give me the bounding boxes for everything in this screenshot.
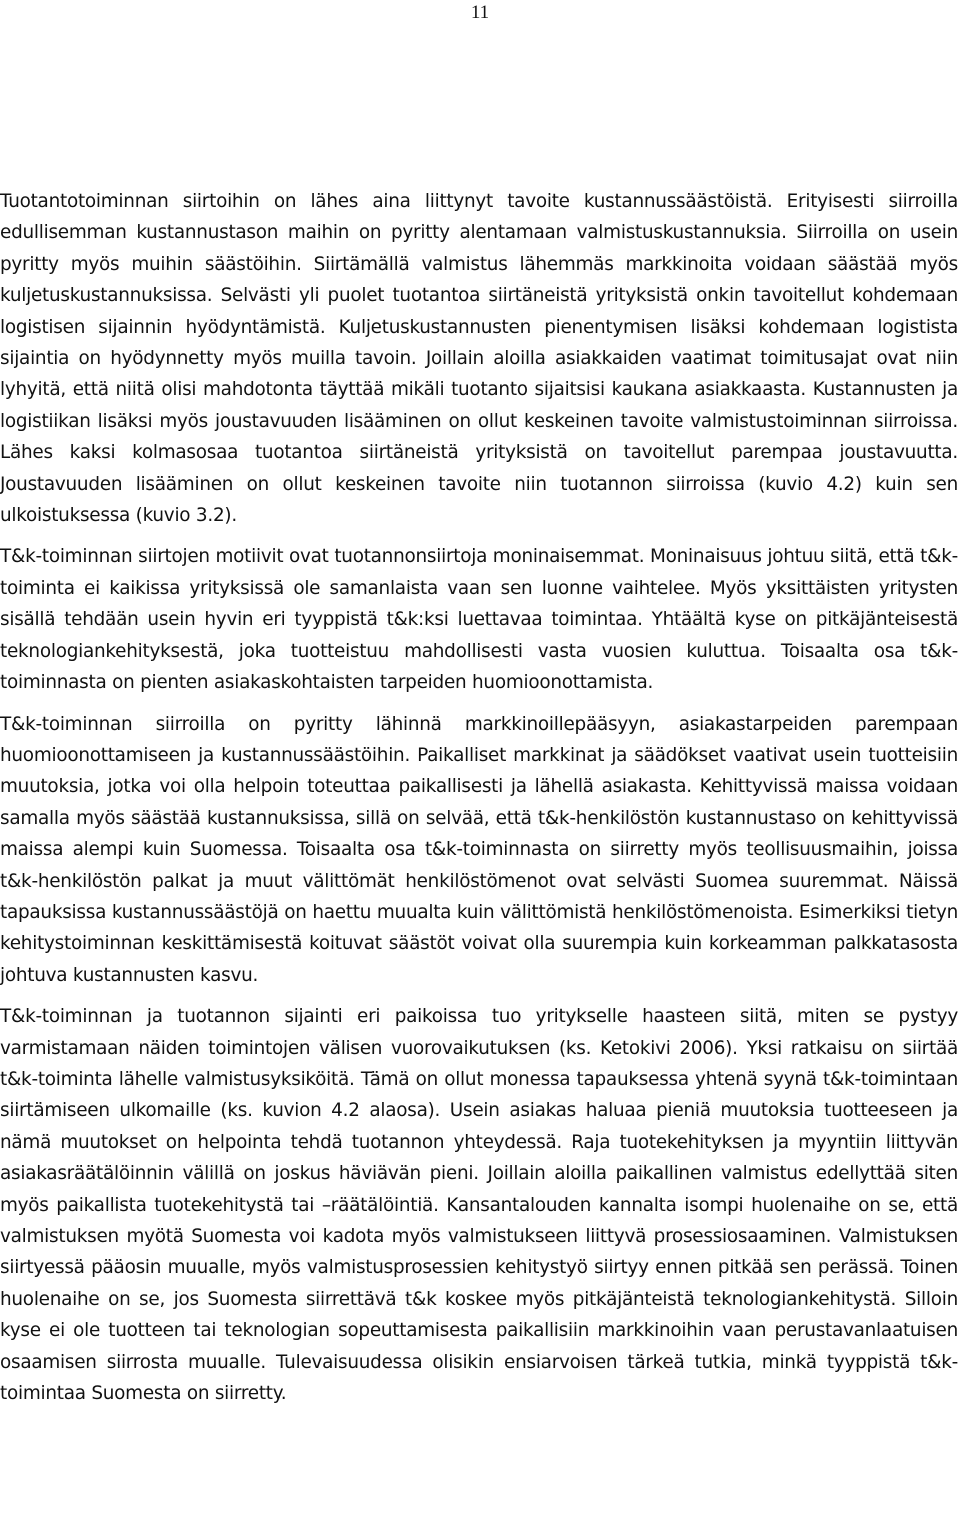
page-number: 11 [470, 2, 490, 23]
paragraph-rnd-goals: T&k-toiminnan siirroilla on pyritty lähinnä markkinoillepääsyyn, asiakastarpeiden parempaan huomioonottamiseen ja kustannussäästöihin. Paikalliset markkinat ja säädökset vaativat usein tuotteisiin muutoksia, jotka voi olla helpoin toteuttaa paikallisesti ja lähellä asiakasta. Kehittyvissä maissa voidaan samalla myös säästää kustannuksissa, sillä on selvää, että t&k-henkilöstön kustannustaso on kehittyvissä maissa alempi kuin Suomessa. Toisaalta osa t&k-toiminnasta on siirretty myös teollisuusmaihin, joissa t&k-henkilöstön palkat ja muut välittömät henkilöstömenot ovat selvästi Suomea suuremmat. Näissä tapauksissa kustannussäästöjä on haettu muualta kuin välittömistä henkilöstömenoista. Esimerkiksi tietyn kehitystoiminnan keskittämisestä koituvat säästöt voivat olla suurempia kuin korkeamman palkkatasosta johtuva kustannusten kasvu. [0, 713, 958, 986]
paragraph-production-relocation: Tuotantotoiminnan siirtoihin on lähes aina liittynyt tavoite kustannussäästöistä. Erityisesti siirroilla edullisemman kustannustason maihin on pyritty alentamaan valmistuskustannuksia. Siirroilla on usein pyritty myös muihin säästöihin. Siirtämällä valmistus lähemmäs markkinoita voidaan säästää myös kuljetuskustannuksissa. Selvästi yli puolet tuotantoa siirtäneistä yrityksistä onkin tavoitellut kohdemaan logistisen sijainnin hyödyntämistä. Kuljetuskustannusten pienentymisen lisäksi kohdemaan logistista sijaintia on hyödynnetty myös muilla tavoin. Joillain aloilla asiakkaiden vaatimat toimitusajat ovat niin lyhyitä, että niitä olisi mahdotonta täyttää mikäli tuotanto sijaitsisi kaukana asiakkaasta. Kustannusten ja logistiikan lisäksi myös joustavuuden lisääminen on ollut keskeinen tavoite valmistustoiminnan siirroissa. Lähes kaksi kolmasosaa tuotantoa siirtäneistä yrityksistä on tavoitellut parempaa joustavuutta. Joustavuuden lisääminen on ollut keskeinen tavoite niin tuotannon siirroissa (kuvio 4.2) kuin sen ulkoistuksessa (kuvio 3.2). [0, 191, 958, 527]
body-text [0, 186, 958, 1409]
paragraph-rnd-location: T&k-toiminnan ja tuotannon sijainti eri paikoissa tuo yritykselle haasteen siitä, miten se pystyy varmistamaan näiden toimintojen välisen vuorovaikutuksen (ks. Ketokivi 2006). Yksi ratkaisu on siirtää t&k-toiminta lähelle valmistusyksiköitä. Tämä on ollut monessa tapauksessa yhtenä syynä t&k-toimintaan siirtämiseen ulkomaille (ks. kuvion 4.2 alaosa). Usein asiakas haluaa pieniä muutoksia tuotteeseen ja nämä muutokset on helpointa tehdä tuotannon yhteydessä. Raja tuotekehityksen ja myyntiin liittyvän asiakasräätälöinnin välillä on joskus häviävän pieni. Joillain aloilla paikallinen valmistus edellyttää siten myös paikallista tuotekehitystä tai –räätälöintiä. Kansantalouden kannalta isompi huolenaihe on se, että valmistuksen myötä Suomesta voi kadota myös valmistukseen liittyvä prosessiosaaminen. Valmistuksen siirtyessä pääosin muualle, myös valmistusprosessien kehitystyö siirtyy ennen pitkää sen perässä. Toinen huolenaihe on se, jos Suomesta siirrettävä t&k koskee myös pitkäjänteistä teknologiankehitystä. Silloin kyse ei ole tuotteen tai teknologian sopeuttamisesta paikallisiin markkinoihin vaan perustavanlaatuisen osaamisen siirrosta muualle. Tulevaisuudessa olisikin ensiarvoisen tärkeä tutkia, minkä tyyppistä t&k-toimintaa Suomesta on siirretty. [0, 1006, 958, 1405]
paragraph-rnd-motives: T&k-toiminnan siirtojen motiivit ovat tuotannonsiirtoja moninaisemmat. Moninaisuus johtuu siitä, että t&k-toiminta ei kaikissa yrityksissä ole samanlaista vaan sen luonne vaihtelee. Myös yksittäisten yritysten sisällä tehdään usein hyvin eri tyyppistä t&k:ksi luettavaa toimintaa. Yhtäältä kyse on pitkäjänteisestä teknologiankehityksestä, joka tuotteistuu mahdollisesti vasta vuosien kuluttua. Toisaalta osa t&k-toiminnasta on pienten asiakaskohtaisten tarpeiden huomioonottamista. [0, 546, 958, 694]
